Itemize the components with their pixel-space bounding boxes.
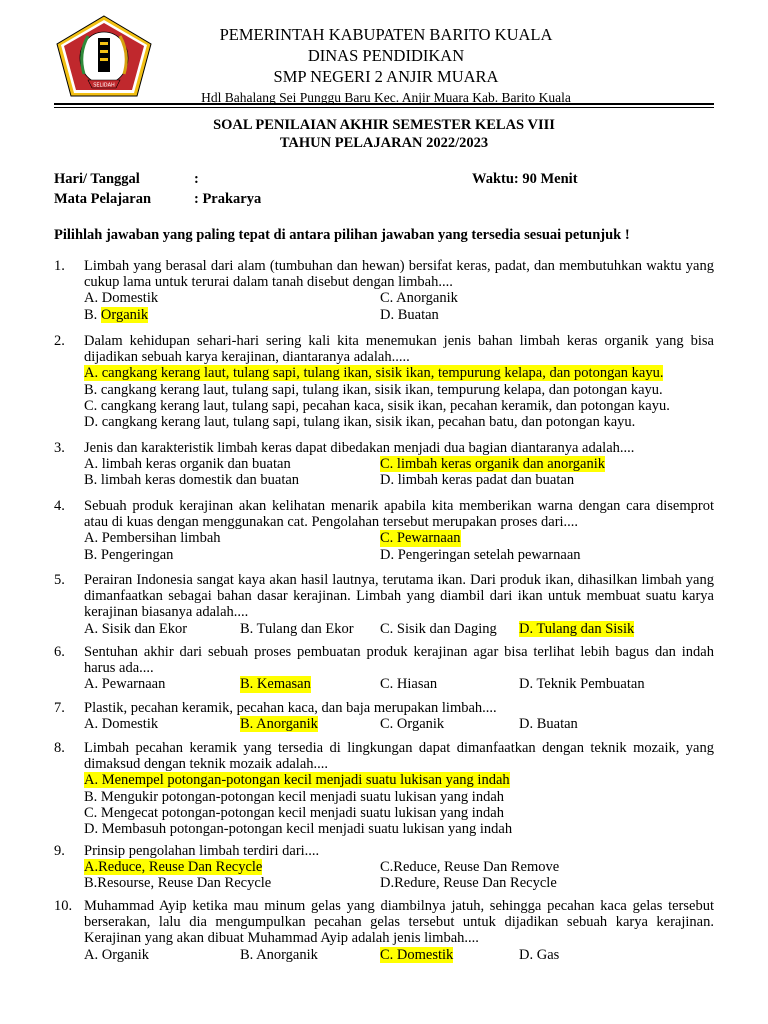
option-d: D. Gas [519, 946, 560, 963]
day-value: : [194, 171, 199, 187]
option-b: B. Pengeringan [84, 546, 174, 563]
answer-highlight: A. cangkang kerang laut, tulang sapi, tulang ikan, sisik ikan, tempurung kelapa, dan potongan kayu. [84, 365, 664, 382]
question-text: Sentuhan akhir dari sebuah proses pembuatan produk kerajinan agar bisa terlihat lebih bagus dan indah harus ada.... [84, 644, 714, 677]
option-a: A. Organik [84, 946, 149, 963]
options-row [84, 307, 714, 323]
option-b: B. cangkang kerang laut, tulang sapi, tulang ikan, sisik ikan, tempurung kelapa, dan potongan kayu. [84, 381, 663, 398]
header-divider-thick [54, 103, 714, 105]
options-row [84, 456, 714, 472]
options-row [84, 472, 714, 488]
options-row [84, 621, 714, 637]
options-row [84, 875, 714, 891]
option-b: B. Kemasan [240, 676, 311, 693]
option-d: D. Teknik Pembuatan [519, 676, 645, 693]
instruction: Pilihlah jawaban yang paling tepat di antara pilihan jawaban yang tersedia sesuai petunjuk ! [54, 227, 630, 243]
option-d: D.Redure, Reuse Dan Recycle [380, 875, 557, 892]
exam-title-line1: SOAL PENILAIAN AKHIR SEMESTER KELAS VIII [213, 117, 555, 133]
option-d: D. Buatan [519, 716, 578, 733]
subject-value: : Prakarya [194, 191, 262, 207]
school-address: Hdl Bahalang Sei Punggu Baru Kec. Anjir Muara Kab. Barito Kuala [201, 90, 571, 105]
option-c: C. Mengecat potongan-potongan kecil menjadi suatu lukisan yang indah [84, 804, 504, 821]
question-text: Limbah yang berasal dari alam (tumbuhan dan hewan) bersifat keras, padat, dan membutuhkan waktu yang cukup lama untuk terurai dalam tanah disebut dengan limbah.... [84, 258, 714, 291]
subject-label: Mata Pelajaran [54, 191, 152, 207]
question-number: 6. [54, 644, 65, 660]
question-5 [54, 572, 714, 637]
exam-title-line2: TAHUN PELAJARAN 2022/2023 [279, 135, 489, 151]
question-8 [54, 740, 714, 837]
option-b: B. limbah keras domestik dan buatan [84, 472, 300, 489]
options-row [84, 947, 714, 963]
option-d: D. Buatan [380, 306, 439, 323]
answer-highlight: A. Menempel potongan-potongan kecil menjadi suatu lukisan yang indah [84, 772, 510, 789]
option-b: B. Anorganik [240, 716, 318, 733]
option-d: D. limbah keras padat dan buatan [380, 472, 575, 489]
question-text: Limbah pecahan keramik yang tersedia di lingkungan dapat dimanfaatkan dengan teknik mozaik, yang dimaksud dengan teknik mozaik adalah.... [84, 740, 714, 773]
option-a: A. Domestik [84, 716, 159, 733]
question-text: Muhammad Ayip ketika mau minum gelas yang diambilnya jatuh, sehingga pecahan kaca gelas tersebut berserakan, lalu dia mengumpulkan pecahan gelas tersebut untuk dijadikan sebuah karya kerajinan. Kerajinan yang akan dibuat Muhammad Ayip adalah jenis limbah.... [84, 898, 714, 947]
option-d: D. Pengeringan setelah pewarnaan [380, 546, 581, 563]
school-name: SMP NEGERI 2 ANJIR MUARA [273, 67, 499, 86]
option-a [84, 365, 714, 381]
logo-ribbon-text: SELIDAH [93, 82, 115, 89]
department-name: DINAS PENDIDIKAN [307, 46, 465, 65]
option-c: C. Hiasan [380, 676, 438, 693]
option-c: C.Reduce, Reuse Dan Remove [380, 859, 560, 876]
option-a: A.Reduce, Reuse Dan Recycle [84, 859, 263, 876]
question-9 [54, 843, 714, 892]
option-c: C. Anorganik [380, 290, 458, 307]
question-number: 10. [54, 898, 73, 914]
question-number: 8. [54, 740, 65, 756]
option-c: C. Pewarnaan [380, 530, 461, 547]
option-a: A. limbah keras organik dan buatan [84, 456, 291, 473]
option-b: B.Resourse, Reuse Dan Recycle [84, 875, 272, 892]
question-text: Sebuah produk kerajinan akan kelihatan menarik apabila kita memberikan warna dengan cara disemprot atau di kuas dengan menggunakan cat. Pengolahan tersebut merupakan proses dari.... [84, 498, 714, 531]
options-row [84, 716, 714, 732]
question-text: Dalam kehidupan sehari-hari sering kali kita menemukan jenis bahan limbah keras organik yang bisa dijadikan sebuah karya kerajinan, diantaranya adalah..... [84, 333, 714, 366]
option-c: C. Organik [380, 716, 445, 733]
question-number: 5. [54, 572, 65, 588]
question-7 [54, 700, 714, 732]
question-number: 9. [54, 843, 65, 859]
option-d: D. cangkang kerang laut, tulang sapi, tulang ikan, sisik ikan, pecahan batu, dan potongan kayu. [84, 414, 636, 431]
option-c: C. limbah keras organik dan anorganik [380, 456, 605, 473]
option-c: C. Sisik dan Daging [380, 620, 497, 637]
school-district-logo [54, 14, 154, 98]
question-number: 7. [54, 700, 65, 716]
question-text: Jenis dan karakteristik limbah keras dapat dibedakan menjadi dua bagian diantaranya adalah.... [84, 440, 635, 456]
question-text: Plastik, pecahan keramik, pecahan kaca, dan baja merupakan limbah.... [84, 700, 497, 716]
option-a: A. Domestik [84, 290, 159, 307]
options-row [84, 676, 714, 692]
exam-title [54, 116, 714, 152]
question-4 [54, 498, 714, 563]
option-d: D. Tulang dan Sisik [519, 620, 635, 637]
options-row [84, 859, 714, 875]
option-b [84, 307, 148, 323]
letterhead [160, 24, 612, 107]
option-a: A. Pembersihan limbah [84, 530, 221, 547]
time-label: Waktu: 90 Menit [472, 171, 578, 187]
government-name: PEMERINTAH KABUPATEN BARITO KUALA [219, 25, 553, 44]
question-number: 4. [54, 498, 65, 514]
question-number: 3. [54, 440, 65, 456]
question-number: 2. [54, 333, 65, 349]
option-d: D. Membasuh potongan-potongan kecil menjadi suatu lukisan yang indah [84, 821, 513, 838]
option-c: C. Domestik [380, 946, 454, 963]
header-divider-thin [54, 107, 714, 108]
option-b: B. Tulang dan Ekor [240, 620, 354, 637]
option-b: B. Mengukir potongan-potongan kecil menjadi suatu lukisan yang indah [84, 788, 505, 805]
question-1 [54, 258, 714, 323]
question-text: Perairan Indonesia sangat kaya akan hasil lautnya, terutama ikan. Dari produk ikan, dihasilkan limbah yang dimanfaatkan sebagai bahan dasar kerajinan. Limbah yang diambil dari ikan untuk membuat suatu karya kerajinan biasanya adalah.... [84, 572, 714, 621]
question-2 [54, 333, 714, 430]
options-row [84, 547, 714, 563]
question-3 [54, 440, 714, 489]
option-c: C. cangkang kerang laut, tulang sapi, pecahan kaca, sisik ikan, pecahan keramik, dan potongan kayu. [84, 397, 670, 414]
question-6 [54, 644, 714, 693]
options-row [84, 530, 714, 546]
option-a [84, 772, 714, 788]
day-label: Hari/ Tanggal [54, 171, 140, 187]
question-10 [54, 898, 714, 963]
question-text: Prinsip pengolahan limbah terdiri dari.... [84, 843, 320, 859]
question-number: 1. [54, 258, 65, 274]
options-row [84, 290, 714, 306]
option-a: A. Pewarnaan [84, 676, 166, 693]
answer-highlight: Organik [100, 306, 149, 323]
option-a: A. Sisik dan Ekor [84, 620, 188, 637]
option-letter: B. [84, 306, 98, 323]
option-b: B. Anorganik [240, 946, 318, 963]
